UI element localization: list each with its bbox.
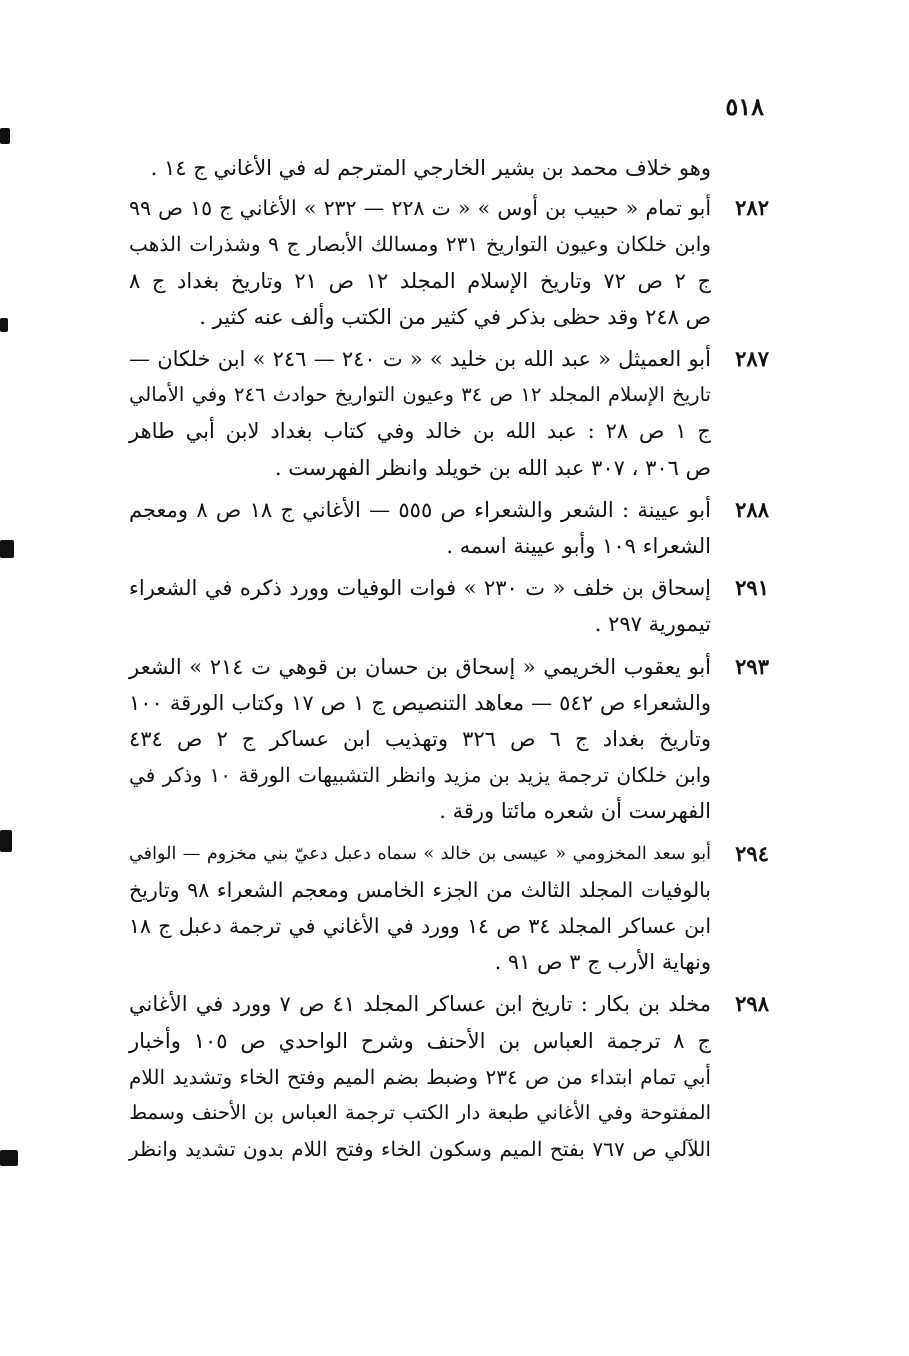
text-line: الفهرست أن شعره مائتا ورقة . — [439, 799, 711, 824]
text-line: ج ٢ ص ٧٢ وتاريخ الإسلام المجلد ١٢ ص ٢١ وتاريخ بغداد ج ٨ — [129, 268, 711, 293]
text-line: المفتوحة وفي الأغاني طبعة دار الكتب ترجمة العباس بن الأحنف وسمط — [129, 1101, 711, 1125]
entry-number: ٢٨٨ — [735, 496, 769, 522]
entry-298 — [129, 986, 769, 1167]
scan-edge-mark — [0, 1150, 18, 1166]
entry-number: ٢٨٧ — [735, 346, 769, 372]
text-line: إسحاق بن خلف « ت ٢٣٠ » فوات الوفيات وورد ذكره في الشعراء — [129, 576, 711, 601]
entry-293 — [129, 649, 769, 830]
continuation-paragraph — [129, 150, 769, 186]
text-line: والشعراء ص ٥٤٢ — معاهد التنصيص ج ١ ص ١٧ وكتاب الورقة ١٠٠ — [129, 690, 711, 715]
page-number: ٥١٨ — [725, 92, 764, 121]
text-line: الشعراء ١٠٩ وأبو عيينة اسمه . — [446, 534, 711, 559]
entry-number: ٢٩٨ — [735, 991, 769, 1017]
page-content — [129, 150, 769, 1173]
entry-number: ٢٩٤ — [735, 840, 769, 866]
text-line: بالوفيات المجلد الثالث من الجزء الخامس ومعجم الشعراء ٩٨ وتاريخ — [129, 877, 711, 902]
text-line: وهو خلاف محمد بن بشير الخارجي المترجم له في الأغاني ج ١٤ . — [150, 156, 711, 180]
text-line: اللآلي ص ٧٦٧ بفتح الميم وسكون الخاء وفتح اللام بدون تشديد وانظر — [129, 1137, 711, 1162]
entry-291 — [129, 570, 769, 642]
scan-edge-mark — [0, 318, 8, 332]
text-line: ج ٨ ترجمة العباس بن الأحنف وشرح الواحدي ص ١٠٥ وأخبار — [129, 1028, 711, 1053]
text-line: أبو تمام « حبيب بن أوس » « ت ٢٢٨ — ٢٣٢ » الأغاني ج ١٥ ص ٩٩ — [129, 196, 711, 221]
text-line: ص ٣٠٦ ، ٣٠٧ عبد الله بن خويلد وانظر الفهرست . — [274, 455, 711, 480]
text-line: تيمورية ٢٩٧ . — [594, 612, 711, 637]
text-line: أبو العميثل « عبد الله بن خليد » « ت ٢٤٠ — ٢٤٦ » ابن خلكان — — [129, 347, 711, 372]
text-line: ابن عساكر المجلد ٣٤ ص ١٤ وورد في الأغاني في ترجمة دعبل ج ١٨ — [129, 914, 712, 939]
scan-edge-mark — [0, 128, 10, 144]
scan-edge-mark — [0, 830, 12, 852]
entry-282 — [129, 190, 769, 335]
entry-287 — [129, 341, 769, 486]
text-line: تاريخ الإسلام المجلد ١٢ ص ٣٤ وعيون التواريخ حوادث ٢٤٦ وفي الأمالي — [129, 383, 711, 407]
entry-number: ٢٨٢ — [735, 195, 769, 221]
text-line: مخلد بن بكار : تاريخ ابن عساكر المجلد ٤١ ص ٧ وورد في الأغاني — [129, 992, 711, 1017]
text-line: وابن خلكان ترجمة يزيد بن مزيد وانظر التشبيهات الورقة ١٠ وذكر في — [129, 763, 711, 788]
entry-294 — [129, 836, 769, 981]
entry-number: ٢٩٣ — [735, 653, 769, 679]
text-line: ونهاية الأرب ج ٣ ص ٩١ . — [494, 950, 711, 975]
text-line: وابن خلكان وعيون التواريخ ٢٣١ ومسالك الأبصار ج ٩ وشذرات الذهب — [129, 232, 712, 257]
text-line: أبو يعقوب الخريمي « إسحاق بن حسان بن قوهي ت ٢١٤ » الشعر — [129, 654, 711, 679]
text-line: ج ١ ص ٢٨ : عبد الله بن خالد وفي كتاب بغداد لابن أبي طاهر — [129, 419, 711, 444]
scan-edge-mark — [0, 540, 14, 558]
text-line: أبو عيينة : الشعر والشعراء ص ٥٥٥ — الأغاني ج ١٨ ص ٨ ومعجم — [129, 497, 711, 522]
text-line: أبو سعد المخزومي « عيسى بن خالد » سماه دعبل دعيّ بني مخزوم — الوافي — [129, 843, 711, 864]
text-line: وتاريخ بغداد ج ٦ ص ٣٢٦ وتهذيب ابن عساكر ج ٢ ص ٤٣٤ — [129, 727, 711, 752]
text-line: أبي تمام ابتداء من ص ٢٣٤ وضبط بضم الميم وفتح الخاء وتشديد اللام — [129, 1064, 711, 1089]
entry-number: ٢٩١ — [735, 575, 769, 601]
entry-288 — [129, 492, 769, 564]
text-line: ص ٢٤٨ وقد حظى بذكر في كثير من الكتب وألف عنه كثير . — [199, 304, 711, 329]
